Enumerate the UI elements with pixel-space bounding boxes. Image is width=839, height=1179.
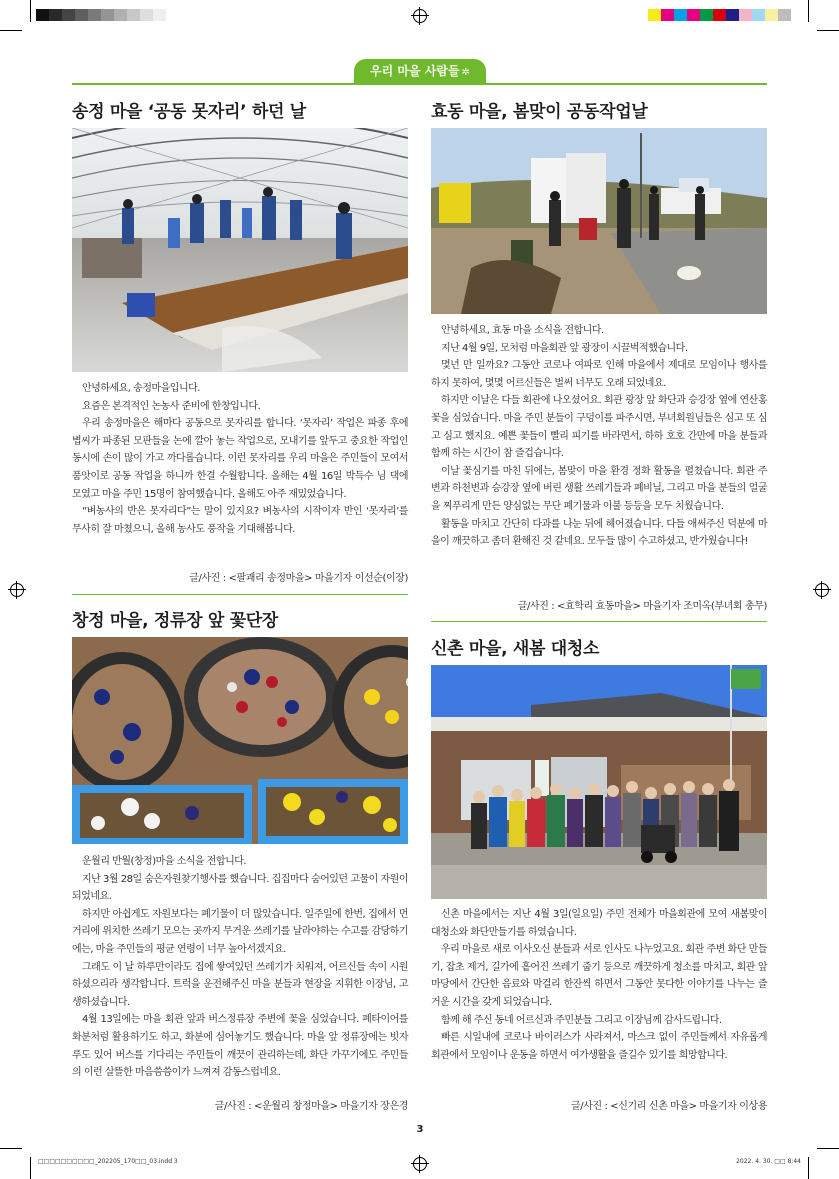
- article-divider: [72, 594, 408, 595]
- page-number: 3: [416, 1124, 424, 1135]
- article-body-hyodong: [431, 322, 767, 551]
- article-credit-hyodong: 글/사진 : <효학리 효동마을> 마을기자 조미옥(부녀회 총무): [517, 601, 767, 612]
- paragraph: 몇년 만 일까요? 그동안 코로나 여파로 인해 마을에서 제대로 모임이나 행사를 하지 못하여, 몇몇 어르신들은 벌써 너무도 오래 되었네요.: [431, 360, 767, 389]
- paragraph: 함께 해 주신 동네 어르신과 주민분들 그리고 이장님께 감사드립니다.: [441, 1014, 722, 1026]
- registration-mark-left: [10, 583, 24, 597]
- greenhouse-photo: [72, 128, 408, 372]
- paragraph: 하지만 아쉽게도 자원보다는 폐기물이 더 많았습니다. 일주일에 한번, 집에서 먼 거리에 위치한 쓰레기 모으는 곳까지 무거운 쓰레기를 날라야하는 수고를 감당하기에는, 마을 주민들의 평균 연령이 너무 높아서겠지요.: [72, 908, 408, 955]
- paragraph: 안녕하세요, 효동 마을 소식을 전합니다.: [441, 325, 604, 336]
- paragraph: 빠른 시일내에 코로나 바이러스가 사라져서, 마스크 없이 주민들께서 자유롭게 회관에서 모임이나 운동을 하면서 여가생활을 즐길수 있기를 희망합니다.: [431, 1032, 767, 1061]
- article-body-songjeong: [72, 380, 408, 538]
- article-credit-songjeong: 글/사진 : <팔괘리 송정마을> 마을기자 이선순(이장): [189, 573, 408, 584]
- registration-mark-bottom: [413, 1157, 427, 1171]
- paragraph: 신촌 마을에서는 지난 4월 3일(일요일) 주민 전체가 마을회관에 모여 새봄맞이 대청소와 화단만들기를 하였습니다.: [431, 909, 767, 938]
- paragraph: 운월리 반월(창정)마을 소식을 전합니다.: [82, 856, 247, 867]
- article-body-changjeong: [72, 853, 408, 1082]
- paragraph: 지난 4월 9일, 모처럼 마을회관 앞 광장이 시끌벅적했습니다.: [441, 342, 688, 354]
- paragraph: “벼농사의 반은 못자리다”는 말이 있지요? 벼농사의 시작이자 반인 ‘못자리’를 무사히 잘 마쳤으니, 올해 농사도 풍작을 기대해봅니다.: [72, 506, 408, 535]
- registration-mark-top: [413, 9, 427, 23]
- article-title-hyodong: 효동 마을, 봄맞이 공동작업날: [431, 102, 648, 122]
- group-photo: [431, 665, 767, 899]
- header-rule: [72, 83, 767, 85]
- registration-mark-right: [815, 583, 829, 597]
- paragraph: 우리 송정마을은 해마다 공동으로 못자리를 합니다. ‘못자리’ 작업은 파종 후에 볍씨가 파종된 모판들을 논에 깔아 놓는 작업으로, 모내기를 앞두고 중요한 작업인 동시에 손이 많이 가고 까다롭습니다. 이런 못자리를 우리 마을은 주민들이 모여서 품앗이로 공동 작업을 하니까 한결 수월합니다. 올해는 4월 16일 박득수 님 댁에 모였고 마을 주민 15명이 참여했습니다. 올해도 아주 재밌었습니다.: [72, 418, 408, 500]
- village-cleanup-photo: [431, 128, 767, 314]
- paragraph: 활동을 마치고 간단히 다과를 나눈 뒤에 헤어졌습니다. 다들 애써주신 덕분에 마을이 깨끗하고 좀더 환해진 것 같네요. 모두들 많이 수고하셨고, 반가웠습니다!: [431, 518, 767, 548]
- paragraph: 지난 3월 28일 숨은자원찾기행사를 했습니다. 집집마다 숨어있던 고물이 자원이 되었네요.: [72, 873, 408, 903]
- article-divider: [431, 621, 767, 622]
- article-credit-sinchon: 글/사진 : <신기리 신촌 마을> 마을기자 이상용: [571, 1101, 767, 1112]
- article-title-changjeong: 창정 마을, 정류장 앞 꽃단장: [72, 611, 278, 631]
- paragraph: 하지만 이날은 다들 회관에 나오셨어요. 회관 광장 앞 화단과 승강장 옆에 연산홍 꽃을 심었습니다. 마을 주민 분들이 구덩이를 파주시면, 부녀회원님들은 심고 또 심고 심고 했지요. 예쁜 꽃들이 빨리 피기를 바라면서, 하하 호호 간만에 마을 분들과 함께 하는 시간이 참 즐겁습니다.: [431, 395, 767, 460]
- article-credit-changjeong: 글/사진 : <운월리 창정마을> 마을기자 장은경: [214, 1101, 408, 1112]
- article-title-sinchon: 신촌 마을, 새봄 대청소: [431, 639, 600, 659]
- article-body-sinchon: [431, 906, 767, 1064]
- article-title-songjeong: 송정 마을 ‘공동 못자리’ 하던 날: [72, 102, 306, 122]
- paragraph: 요즘은 본격적인 논농사 준비에 한창입니다.: [82, 400, 261, 412]
- paragraph: 그래도 이 날 하루만이라도 집에 쌓여있던 쓰레기가 치워져, 어르신들 속이 시원하셨으리라 생각합니다. 트럭을 운전해주신 마을 분들과 현장을 지휘한 이장님, 고생하셨습니다.: [72, 961, 408, 1008]
- section-label: 우리 마을 사람들: [370, 64, 460, 78]
- paragraph: 4월 13일에는 마을 회관 앞과 버스정류장 주변에 꽃을 심었습니다. 폐타이어를 화분처럼 활용하기도 하고, 화분에 심어놓기도 했습니다. 마을 앞 정류장에는 빗자루도 있어 버스를 기다리는 주민들이 깨끗이 관리하는데, 화단 가꾸기에도 주민들의 이런 살뜰한 마음씀씀이가 느껴져 감동스럽네요.: [72, 1014, 408, 1079]
- flower-planters-photo: [72, 637, 408, 844]
- sparkle-icon: ✲: [461, 67, 470, 78]
- date-slug: 2022. 4. 30. □□ 8:44: [736, 1158, 801, 1165]
- section-tab: [354, 59, 486, 83]
- file-slug: □□□□□□□□□□_202205_170□□_03.indd 3: [38, 1158, 178, 1165]
- paragraph: 우리 마을로 새로 이사오신 분들과 서로 인사도 나누었고요. 회관 주변 화단 만들기, 잡초 제거, 길가에 흩어진 쓰레기 줍기 등으로 깨끗하게 청소를 마치고, 회관 앞마당에서 간단한 음료와 막걸리 한잔씩 하면서 그동안 못다한 이야기를 나누는 즐거운 시간을 갖게 되었습니다.: [431, 944, 767, 1008]
- paragraph: 안녕하세요, 송정마을입니다.: [82, 383, 200, 394]
- paragraph: 이날 꽃심기를 마친 뒤에는, 봄맞이 마을 환경 정화 활동을 펼쳤습니다. 회관 주변과 하천변과 승강장 옆에 버린 생활 쓰레기들과 폐비닐, 그리고 마을 분들의 얼굴을 찌푸리게 만든 양심없는 무단 폐기물과 이불 등등을 모두 치웠습니다.: [431, 465, 767, 512]
